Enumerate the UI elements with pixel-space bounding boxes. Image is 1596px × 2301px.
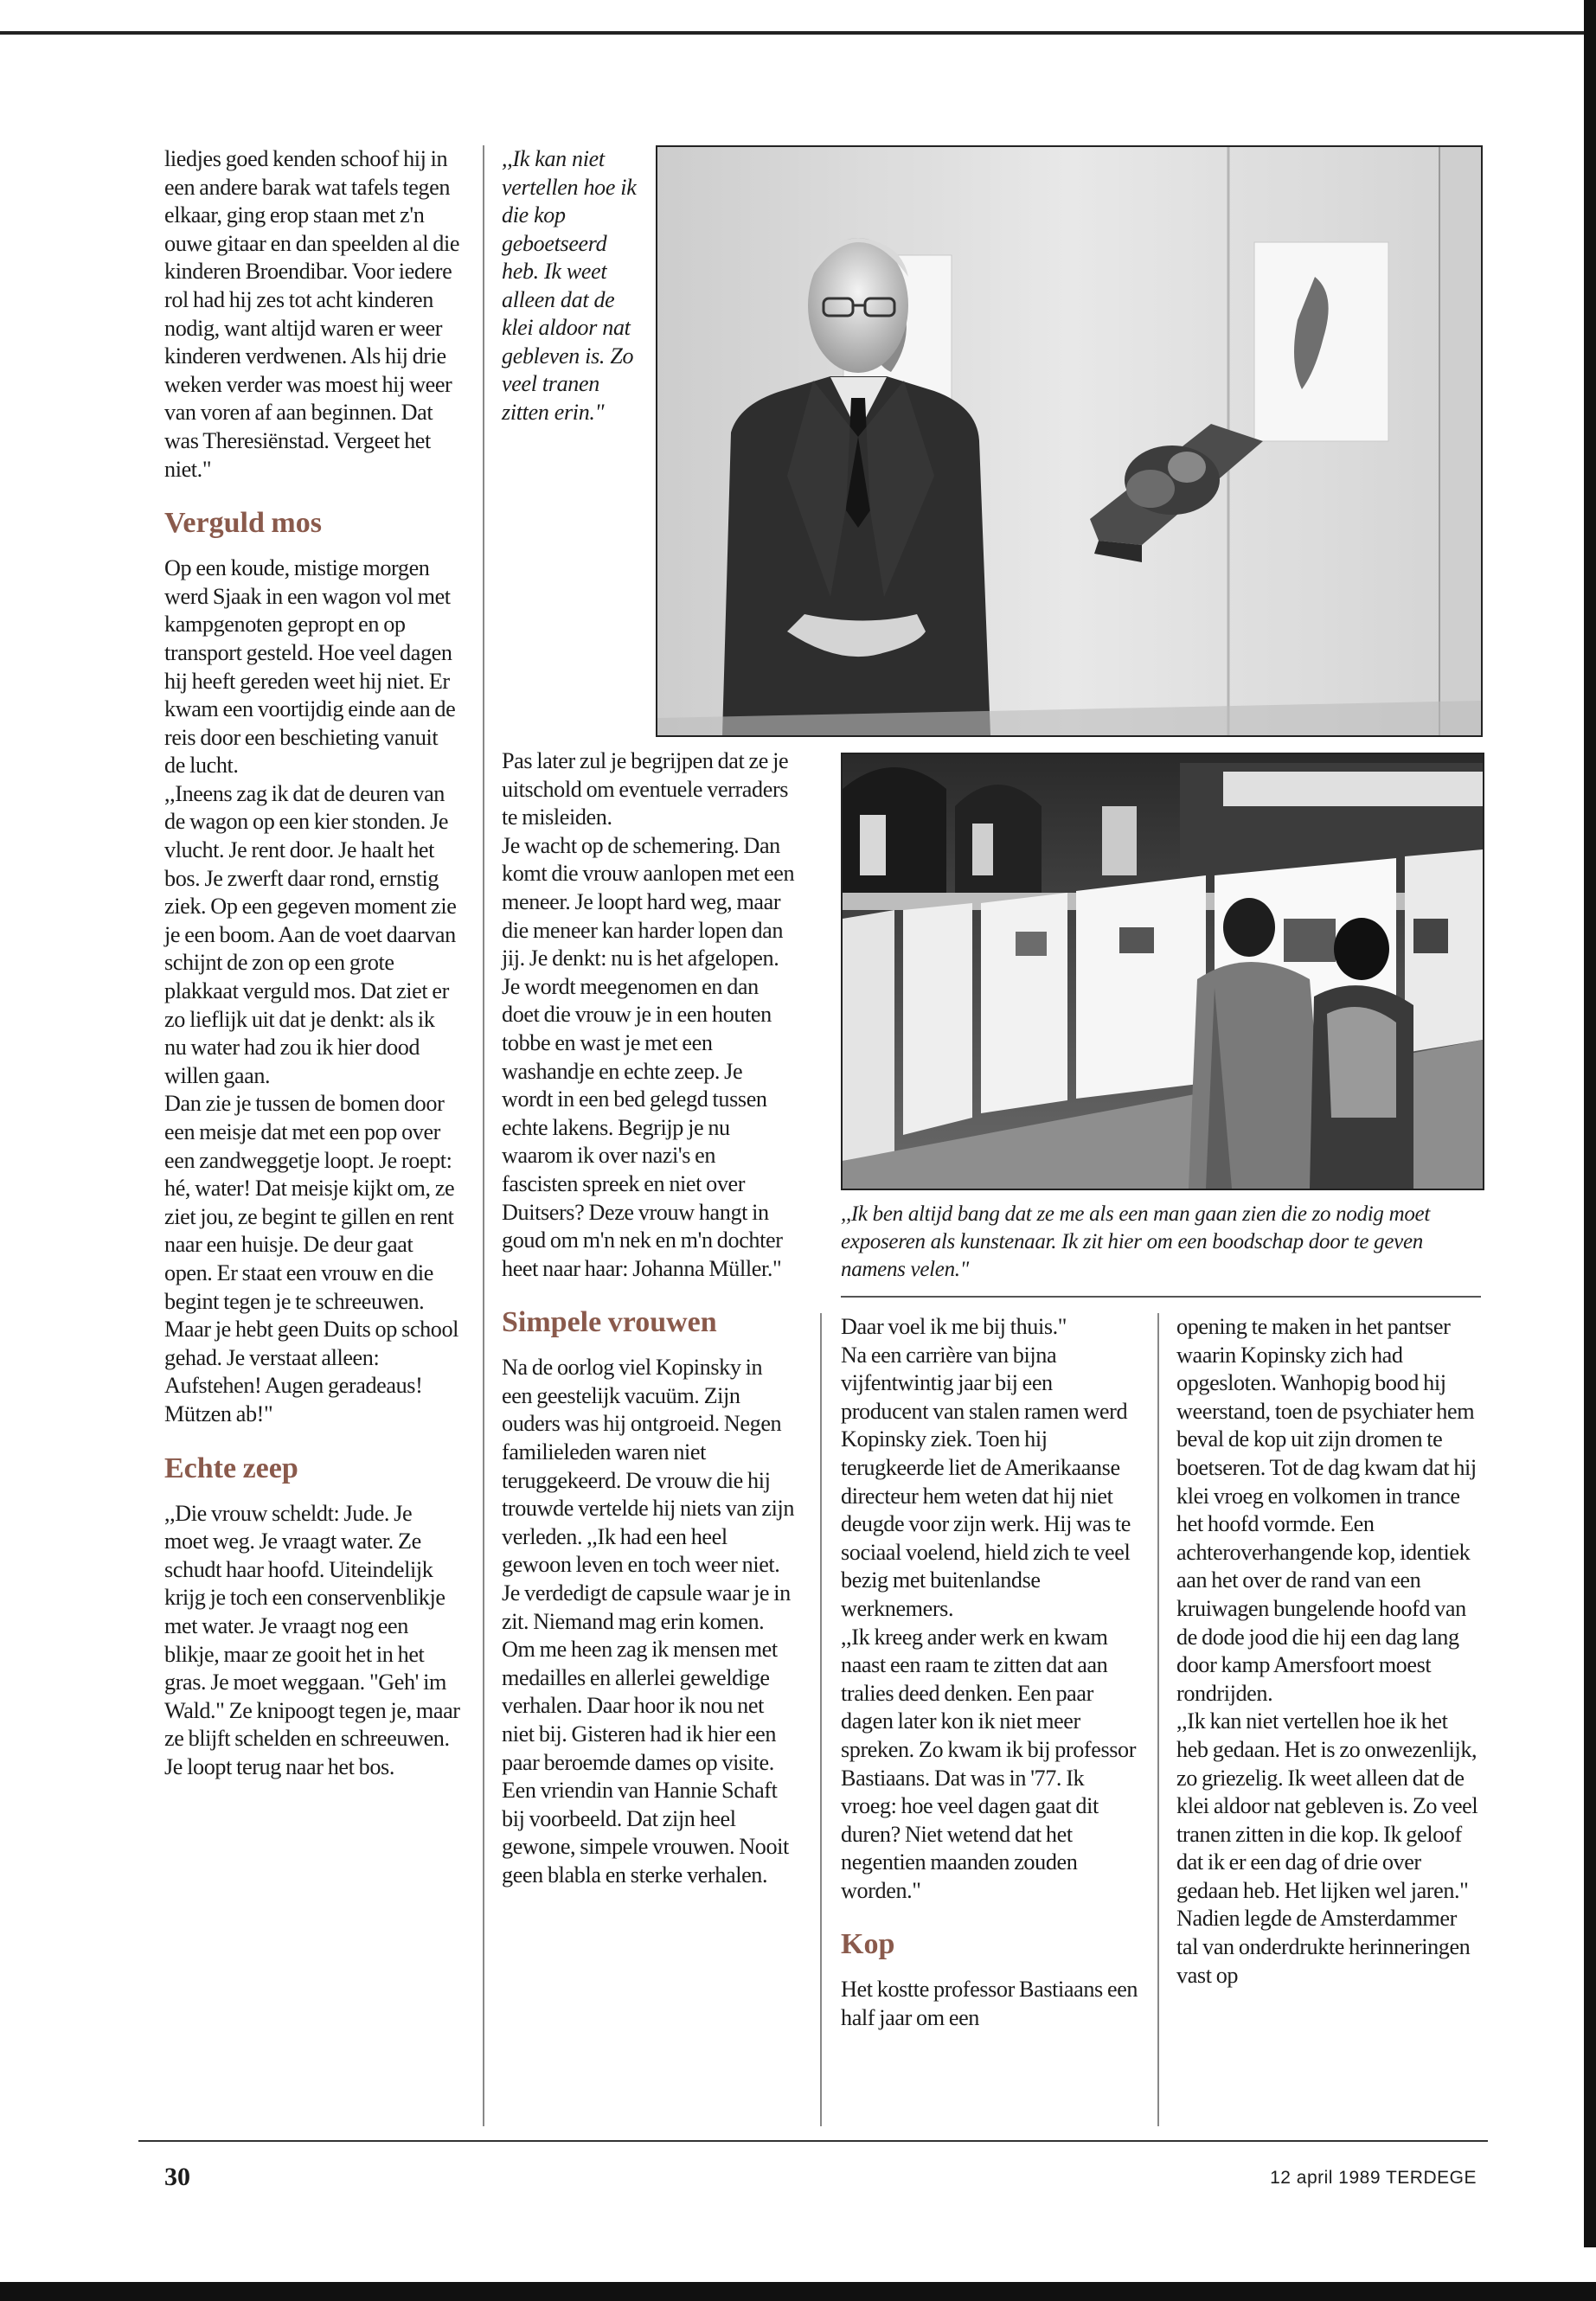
photo-artist-with-sculpture [656, 145, 1483, 737]
photo-exhibition-visitors [841, 753, 1484, 1190]
paragraph: ,,Ik kan niet vertellen hoe ik het heb gedaan. Het is zo onwezenlijk, zo griezelig. Ik weet alleen dat de klei aldoor nat gebleven is. Zo veel tranen zitten in die kop. Ik geloof dat ik er een dag of drie over gedaan heb. Het lijken wel jaren." [1176, 1708, 1478, 1903]
page-number: 30 [164, 2163, 190, 2191]
photo-exhibition-illustration [843, 754, 1483, 1189]
paragraph: Na een carrière van bijna vijfentwintig jaar bij een producent van stalen ramen werd Kopinsky ziek. Toen hij terugkeerde liet de Amerikaanse directeur hem weten dat hij niet deugde voor zijn werk. Hij was te sociaal voelend, hield zich te veel bezig met buitenlandse werknemers. [841, 1342, 1131, 1621]
paragraph: ,,Ineens zag ik dat de deuren van de wagon op een kier stonden. Je vlucht. Je rent door. Je haalt het bos. Je zwerft daar rond, ernstig ziek. Op een gegeven moment zie je een boom. Aan de voet daarvan schijnt de zon op een grote plakkaat verguld mos. Dat ziet er zo lieflijk uit dat je denkt: als ik nu water had zou ik hier dood willen gaan. [164, 780, 457, 1088]
paragraph: Dan zie je tussen de bomen door een meisje dat met een pop over een zandweggetje loopt. Je roept: hé, water! Dat meisje kijkt om, ze ziet jou, ze begint te gillen en rent naar een huisje. De deur gaat open. Er staat een vrouw en die begint tegen je te schreeuwen. Maar je hebt geen Duits op school gehad. Je verstaat alleen: Aufstehen! Augen geradeaus! Mützen ab!" [164, 1091, 459, 1426]
scan-edge-bottom [0, 2282, 1596, 2301]
column-divider [1157, 1313, 1159, 2126]
text-column-1 [164, 145, 460, 1781]
caption-divider [841, 1296, 1481, 1298]
paragraph: ,,Ik kreeg ander werk en kwam naast een raam te zitten dat aan tralies deed denken. Een paar dagen later kon ik niet meer spreken. Zo kwam ik bij professor Bastiaans. Dat was in '77. Ik vroeg: hoe veel dagen gaat dit duren? Niet wetend dat het negentien maanden zouden worden." [841, 1624, 1137, 1903]
photo-artist-illustration [657, 147, 1481, 735]
subheading-simpele-vrouwen: Simpele vrouwen [502, 1306, 717, 1339]
photo-caption: ,,Ik ben altijd bang dat ze me als een man gaan zien die zo nodig moet exposeren als kunstenaar. Ik zit hier om een boodschap door te geven namens velen." [841, 1202, 1430, 1281]
subheading-kop: Kop [841, 1928, 895, 1961]
paragraph: Na de oorlog viel Kopinsky in een geestelijk vacuüm. Zijn ouders was hij ontgroeid. Negen familieleden waren niet teruggekeerd. De vrouw die hij trouwde vertelde hij niets van zijn verleden. ,,Ik had een heel gewoon leven en toch weer niet. Je verdedigt de capsule waar je in zit. Niemand mag erin komen. Om me heen zag ik mensen met medailles en allerlei geweldige verhalen. Daar hoor ik nou net niet bij. Gisteren had ik hier een paar beroemde dames op visite. Een vriendin van Hannie Schaft bij voorbeeld. Dat zijn heel gewone, simpele vrouwen. Nooit geen blabla en sterke verhalen. [502, 1355, 795, 1888]
text-column-3 [841, 1313, 1144, 2033]
paragraph: Het kostte professor Bastiaans een half jaar om een [841, 1977, 1138, 2031]
scan-margin-bottom [0, 2247, 1596, 2282]
paragraph: opening te maken in het pantser waarin Kopinsky zich had opgesloten. Wanhopig bood hij weerstand, toen de psychiater hem beval de kop uit zijn dromen te boetseren. Tot de dag kwam dat hij klei vroeg en volkomen in trance het hoofd vormde. Een achteroverhangende kop, identiek aan het over de rand van een kruiwagen bungelende hoofd van de dode jood die hij een dag lang door kamp Amersfoort moest rondrijden. [1176, 1314, 1477, 1706]
column-divider [483, 145, 484, 2126]
subheading-echte-zeep: Echte zeep [164, 1452, 298, 1484]
text-column-2 [502, 747, 796, 1890]
paragraph: Op een koude, mistige morgen werd Sjaak in een wagon vol met kampgenoten gepropt en op transport gesteld. Hoe veel dagen hij heeft gereden weet hij niet. Er kwam een voortijdig einde aan de reis door een beschieting vanuit de lucht. [164, 555, 456, 779]
paragraph: ,,Die vrouw scheldt: Jude. Je moet weg. Je vraagt water. Ze schudt haar hoofd. Uiteindelijk krijg je toch een conservenblikje met water. Je vraagt nog een blikje, maar ze gooit het in het gras. Je moet weggaan. "Geh' im Wald." Ze knipoogt tegen je, maar ze blijft schelden en schreeuwen. Je loopt terug naar het bos. [164, 1500, 460, 1779]
page-top-edge [0, 31, 1596, 35]
footer-rule [138, 2140, 1488, 2142]
paragraph: Nadien legde de Amsterdammer tal van onderdrukte herinneringen vast op [1176, 1906, 1471, 1988]
paragraph: Pas later zul je begrijpen dat ze je uitschold om eventuele verraders te misleiden. [502, 748, 789, 830]
paragraph: liedjes goed kenden schoof hij in een andere barak wat tafels tegen elkaar, ging erop staan met z'n ouwe gitaar en dan speelden al die kinderen Broendibar. Voor iedere rol had hij zes tot acht kinderen nodig, want altijd waren er weer kinderen verdwenen. Als hij drie weken verder was moest hij weer van voren af aan beginnen. Dat was Theresiënstad. Vergeet het niet." [164, 146, 460, 482]
column-divider [820, 1313, 822, 2126]
issue-date-label: 12 april 1989 TERDEGE [1270, 2168, 1477, 2188]
pull-quote: ,,Ik kan niet vertellen hoe ik die kop geboetseerd heb. Ik weet alleen dat de klei aldoor nat gebleven is. Zo veel tranen zitten erin." [502, 146, 637, 425]
scan-margin-top [0, 0, 1596, 35]
subheading-verguld-mos: Verguld mos [164, 507, 322, 540]
text-column-4 [1176, 1313, 1479, 1990]
paragraph: Je wacht op de schemering. Dan komt die vrouw aanlopen met een meneer. Je loopt hard weg, maar die meneer kan harder lopen dan jij. Je denkt: nu is het afgelopen. Je wordt meegenomen en dan doet die vrouw je in een houten tobbe en wast je met een washandje en echte zeep. Je wordt in een bed gelegd tussen echte lakens. Begrijp je nu waarom ik over nazi's en fascisten spreek en niet over Duitsers? Deze vrouw hangt in goud om m'n nek en m'n dochter heet naar haar: Johanna Müller." [502, 832, 795, 1281]
scan-edge-right [1584, 0, 1596, 2301]
paragraph: Daar voel ik me bij thuis." [841, 1314, 1067, 1339]
